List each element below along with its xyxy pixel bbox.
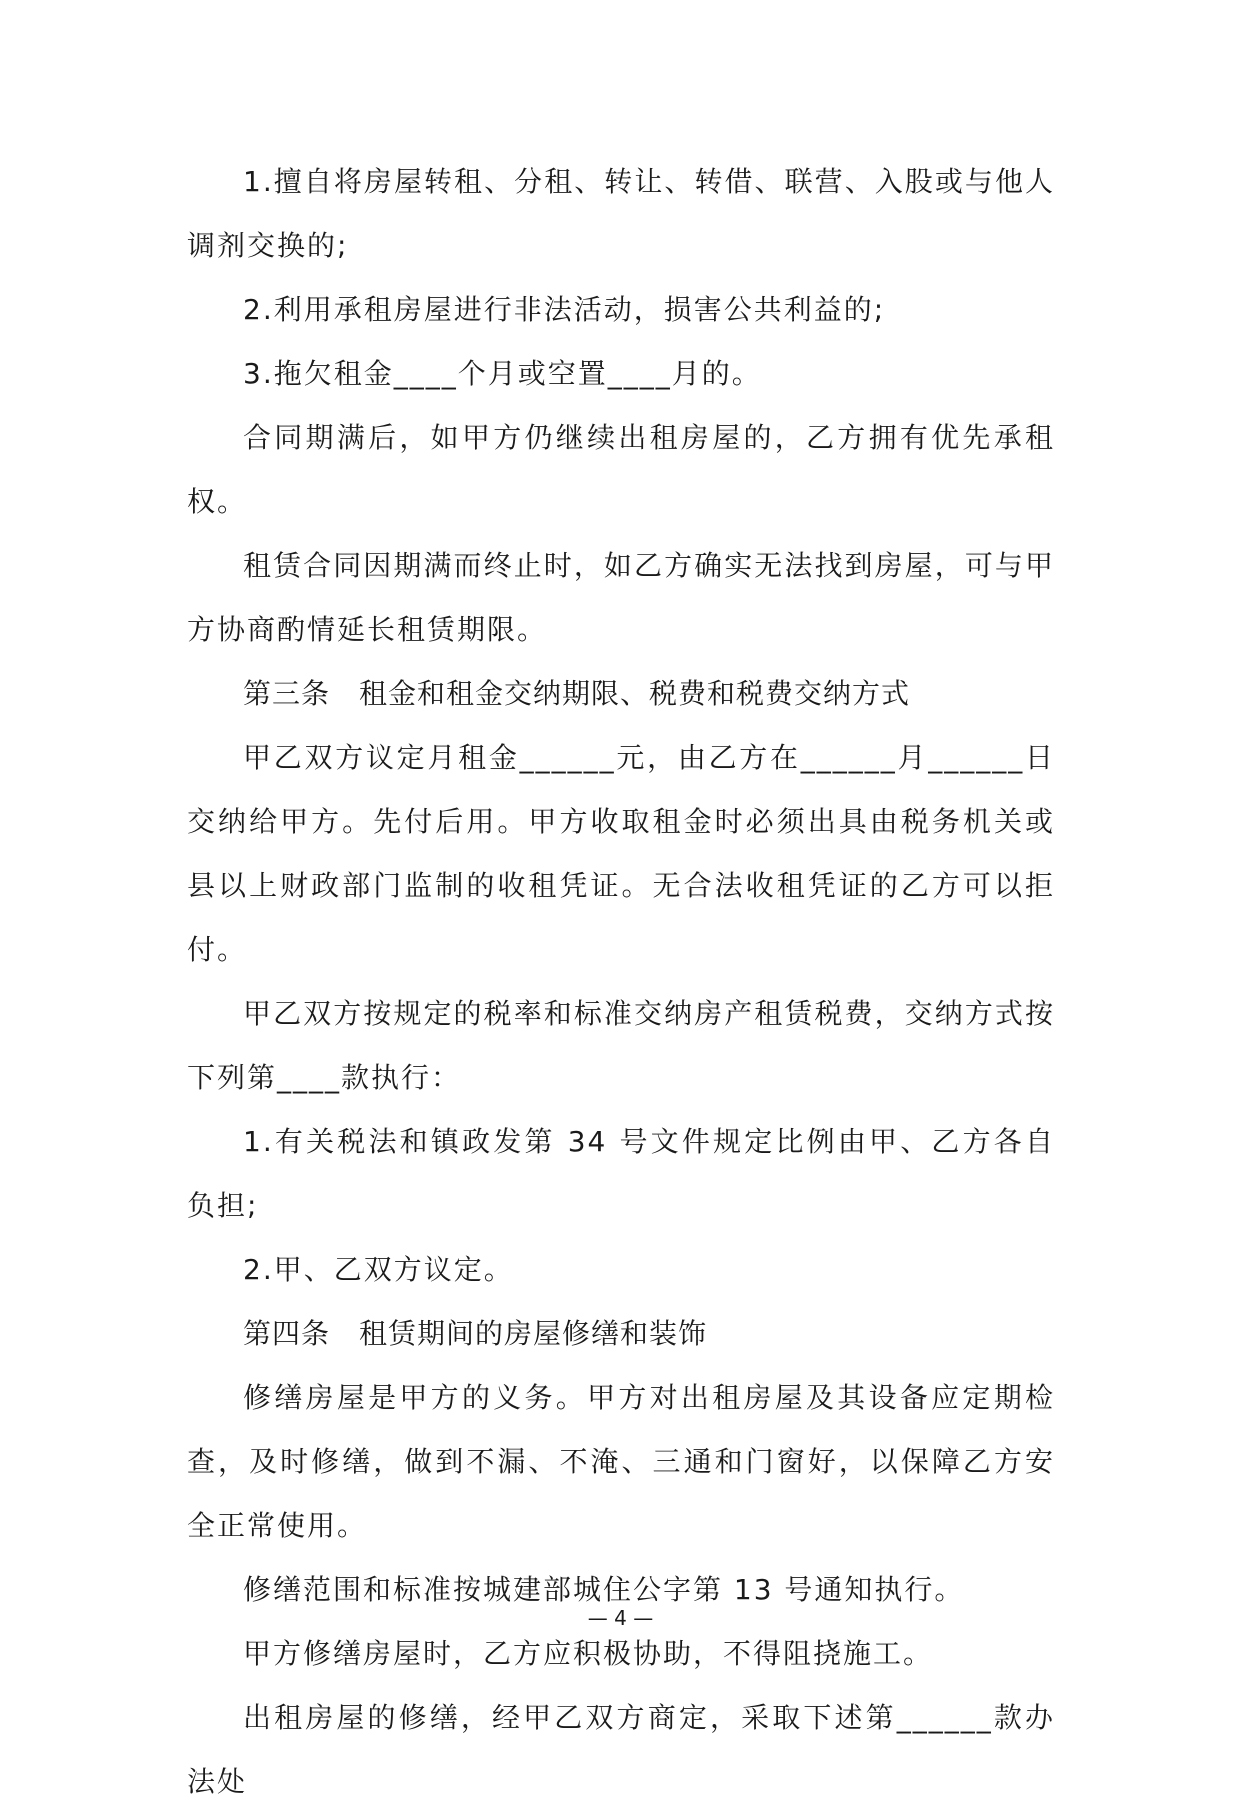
- article-4-heading: 第四条 租赁期间的房屋修缮和装饰: [243, 1317, 708, 1350]
- clause-item-1: 1.擅自将房屋转租、分租、转让、转借、联营、入股或与他人调剂交换的;: [187, 165, 1055, 262]
- renewal-priority-paragraph: 合同期满后，如甲方仍继续出租房屋的，乙方拥有优先承租权。: [187, 421, 1055, 518]
- repair-method-paragraph: 出租房屋的修缮，经甲乙双方商定，采取下述第______款办法处: [187, 1701, 1055, 1798]
- article-3-heading: 第三条 租金和租金交纳期限、税费和税费交纳方式: [243, 677, 911, 710]
- repair-cooperation-paragraph: 甲方修缮房屋时，乙方应积极协助，不得阻挠施工。: [243, 1637, 934, 1670]
- clause-item-3: 3.拖欠租金____个月或空置____月的。: [243, 357, 762, 390]
- tax-payment-paragraph: 甲乙双方按规定的税率和标准交纳房产租赁税费，交纳方式按下列第____款执行：: [187, 997, 1055, 1094]
- rent-payment-paragraph: 甲乙双方议定月租金______元，由乙方在______月______日交纳给甲方。先付后用。甲方收取租金时必须出具由税务机关或县以上财政部门监制的收租凭证。无合法收租凭证的乙方可以拒付。: [187, 741, 1055, 966]
- page-number: — 4 —: [587, 1606, 654, 1630]
- lease-extension-paragraph: 租赁合同因期满而终止时，如乙方确实无法找到房屋，可与甲方协商酌情延长租赁期限。: [187, 549, 1055, 646]
- tax-option-1: 1.有关税法和镇政发第 34 号文件规定比例由甲、乙方各自负担;: [187, 1125, 1055, 1222]
- document-body: [187, 150, 1055, 1814]
- clause-item-2: 2.利用承租房屋进行非法活动，损害公共利益的;: [243, 293, 886, 326]
- repair-scope-paragraph: 修缮范围和标准按城建部城住公字第 13 号通知执行。: [243, 1573, 965, 1606]
- repair-duty-paragraph: 修缮房屋是甲方的义务。甲方对出租房屋及其设备应定期检查，及时修缮，做到不漏、不淹、三通和门窗好，以保障乙方安全正常使用。: [187, 1381, 1055, 1542]
- tax-option-2: 2.甲、乙双方议定。: [243, 1253, 514, 1286]
